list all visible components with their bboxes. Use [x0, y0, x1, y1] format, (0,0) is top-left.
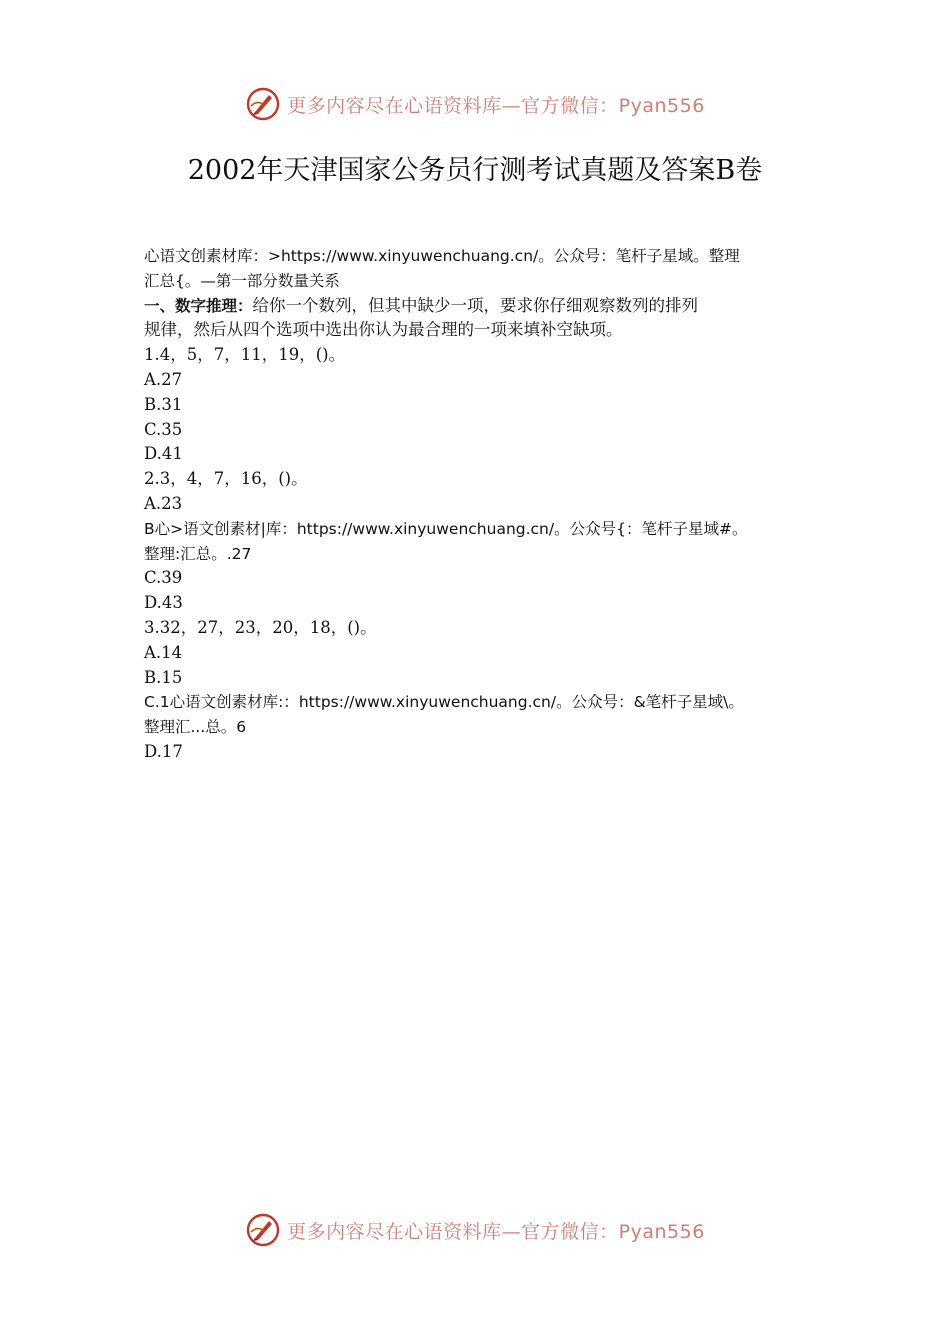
pen-logo-icon — [245, 86, 281, 122]
document-body — [144, 244, 814, 765]
pen-logo-icon — [245, 1212, 281, 1248]
option: A.27 — [144, 369, 183, 389]
question-2: 2.3，4，7，16，()。 — [144, 469, 308, 489]
question-3: 3.32，27，23，20，18，()。 — [144, 617, 377, 637]
instructions — [144, 294, 814, 319]
option-watermark-continued: 整理汇...总。6 — [144, 718, 247, 737]
instructions-text: 给你一个数列，但其中缺少一项，要求你仔细观察数列的排列 — [252, 295, 699, 315]
banner-text — [287, 1217, 705, 1244]
option: A.23 — [144, 493, 183, 513]
footer-banner — [0, 1208, 950, 1252]
banner-text — [287, 91, 705, 118]
wechat-id: Pyan556 — [618, 1220, 705, 1243]
section-heading: 汇总{。—第一部分数量关系 — [144, 271, 340, 290]
option: C.35 — [144, 419, 183, 439]
option: C.39 — [144, 568, 183, 588]
option: D.43 — [144, 593, 183, 613]
option: D.41 — [144, 444, 183, 464]
banner-slogan: 更多内容尽在心语资料库—官方微信： — [287, 1220, 619, 1243]
option: B.31 — [144, 394, 183, 414]
option: A.14 — [144, 642, 183, 662]
banner-slogan: 更多内容尽在心语资料库—官方微信： — [287, 94, 619, 117]
option: D.17 — [144, 741, 183, 761]
instructions-continued: 规律，然后从四个选项中选出你认为最合理的一项来填补空缺项。 — [144, 320, 623, 340]
page-title: 2002年天津国家公务员行测考试真题及答案B卷 — [187, 155, 763, 186]
option: B.15 — [144, 667, 183, 687]
option-watermark-continued: 整理:汇总。.27 — [144, 544, 252, 563]
option-watermark: B心>语文创素材|库：https://www.xinyuwenchuang.cn/。公众号{：笔杆子星域#。 — [144, 519, 748, 538]
option-watermark: C.1心语文创素材库:：https://www.xinyuwenchuang.cn/。公众号：&笔杆子星域\。 — [144, 693, 744, 712]
question-1: 1.4，5，7，11，19，()。 — [144, 345, 346, 365]
header-banner — [0, 82, 950, 126]
section-label: 一、数字推理： — [144, 296, 253, 315]
watermark-line: 心语文创素材库：>https://www.xinyuwenchuang.cn/。公众号：笔杆子星域。整理 — [144, 247, 740, 265]
wechat-id: Pyan556 — [618, 94, 705, 117]
